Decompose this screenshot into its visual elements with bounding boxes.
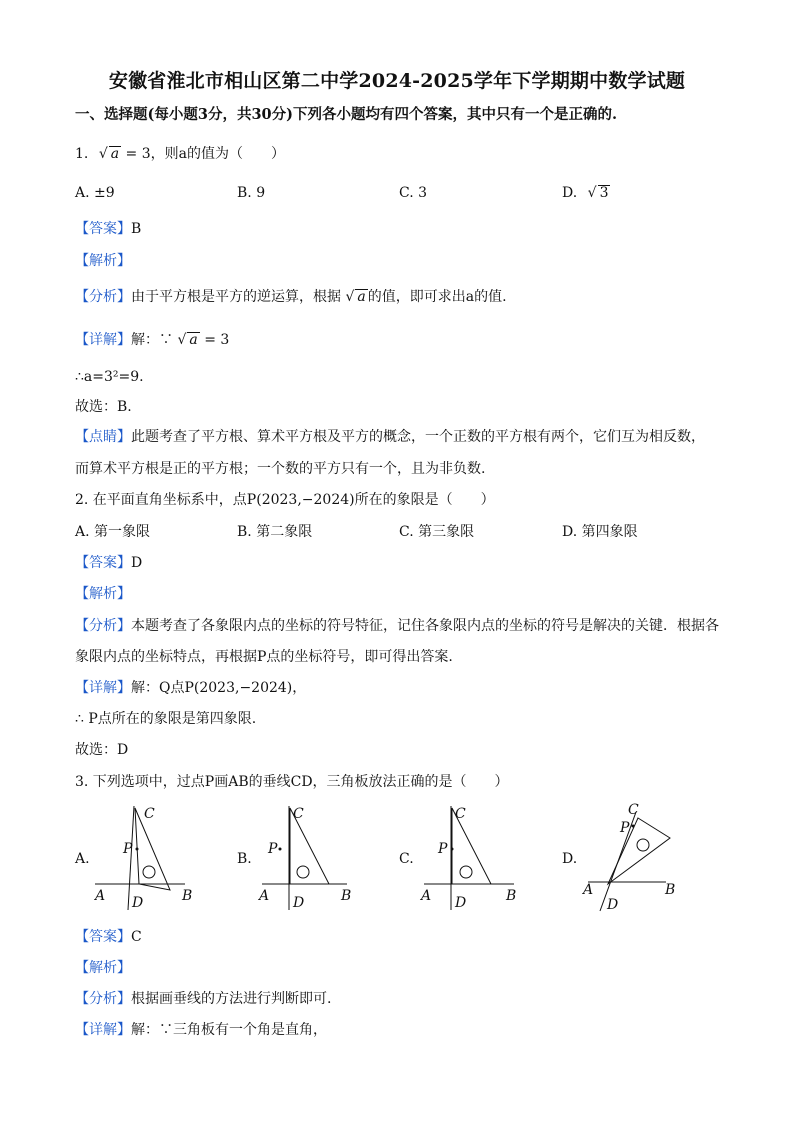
q3-figure-a <box>90 800 210 915</box>
q1-analysis: 【分析】由于平方根是平方的逆运算，根据 √ a 的值，即可求出a的值. <box>75 289 507 305</box>
q1-note1: 【点睛】此题考查了平方根、算术平方根及平方的概念，一个正数的平方根有两个，它们互为相反数， <box>75 429 705 445</box>
q1-option-d: D. √ 3 <box>562 185 609 201</box>
q2-detail: 【详解】解：Q点P(2023,−2024)， <box>75 680 307 696</box>
label-c: C <box>455 806 466 822</box>
q1-radicand: a <box>110 146 120 162</box>
q3-option-d-label: D. <box>562 851 578 867</box>
label-a: A <box>583 882 594 898</box>
q2-option-b: B. 第二象限 <box>237 524 313 540</box>
q2-analysis2: 象限内点的坐标特点，再根据P点的坐标符号，即可得出答案. <box>75 649 453 665</box>
q1-stem-text: ，则a的值为（ ） <box>150 146 285 162</box>
label-b: B <box>341 888 352 904</box>
q3-analysis: 【分析】根据画垂线的方法进行判断即可. <box>75 991 332 1007</box>
q1-step2: 故选：B. <box>75 399 132 415</box>
q1-eq: = 3 <box>125 146 151 162</box>
label-d: D <box>607 897 619 913</box>
page-title: 安徽省淮北市相山区第二中学2024-2025学年下学期期中数学试题 <box>108 70 686 92</box>
label-b: B <box>665 882 676 898</box>
q1-option-b: B. 9 <box>237 185 266 201</box>
label-d: D <box>455 895 467 911</box>
label-a: A <box>95 888 106 904</box>
label-p: P <box>620 820 630 836</box>
label-c: C <box>293 806 304 822</box>
q3-figure-c <box>414 800 534 915</box>
label-b: B <box>182 888 193 904</box>
section-heading: 一、选择题(每小题3分，共30分)下列各小题均有四个答案，其中只有一个是正确的. <box>75 106 618 123</box>
q3-detail: 【详解】解：∵三角板有一个角是直角， <box>75 1022 327 1038</box>
q1-detail: 【详解】解：∵ √ a = 3 <box>75 332 230 348</box>
q1-step1: ∴a=3²=9. <box>75 369 144 385</box>
q3-option-a-label: A. <box>75 851 90 867</box>
q2-step2: 故选：D <box>75 742 129 758</box>
q3-analysis-tag: 【解析】 <box>75 960 131 976</box>
label-d: D <box>132 895 144 911</box>
q2-option-c: C. 第三象限 <box>399 524 475 540</box>
q1-stem: 1. √ a = 3，则a的值为（ ） <box>75 146 285 162</box>
label-b: B <box>506 888 517 904</box>
label-p: P <box>268 841 278 857</box>
q2-step1: ∴ P点所在的象限是第四象限. <box>75 711 257 727</box>
label-c: C <box>144 806 155 822</box>
label-d: D <box>293 895 305 911</box>
q2-analysis-tag: 【解析】 <box>75 586 131 602</box>
q2-analysis1: 【分析】本题考查了各象限内点的坐标的符号特征，记住各象限内点的坐标的符号是解决的关键．根据各 <box>75 618 719 634</box>
q1-option-a: A. ±9 <box>75 185 115 201</box>
q1-analysis-tag: 【解析】 <box>75 253 131 269</box>
q2-stem: 2. 在平面直角坐标系中，点P(2023,−2024)所在的象限是（ ） <box>75 492 495 508</box>
q3-answer: 【答案】C <box>75 929 142 945</box>
q3-option-c-label: C. <box>399 851 414 867</box>
q1-answer: 【答案】B <box>75 221 142 237</box>
q2-option-a: A. 第一象限 <box>75 524 151 540</box>
label-a: A <box>259 888 270 904</box>
label-c: C <box>628 802 639 818</box>
q3-option-b-label: B. <box>237 851 252 867</box>
q3-stem: 3. 下列选项中，过点P画AB的垂线CD，三角板放法正确的是（ ） <box>75 774 509 790</box>
q1-number: 1. <box>75 146 89 162</box>
q2-answer: 【答案】D <box>75 555 143 571</box>
q2-option-d: D. 第四象限 <box>562 524 638 540</box>
q1-option-d-radicand: 3 <box>599 185 609 201</box>
q3-figure-b <box>252 800 372 915</box>
label-a: A <box>421 888 432 904</box>
label-p: P <box>438 841 448 857</box>
q1-option-c: C. 3 <box>399 185 428 201</box>
q1-note2: 而算术平方根是正的平方根；一个数的平方只有一个，且为非负数. <box>75 461 486 477</box>
q3-figure-d <box>578 796 698 916</box>
label-p: P <box>123 841 133 857</box>
